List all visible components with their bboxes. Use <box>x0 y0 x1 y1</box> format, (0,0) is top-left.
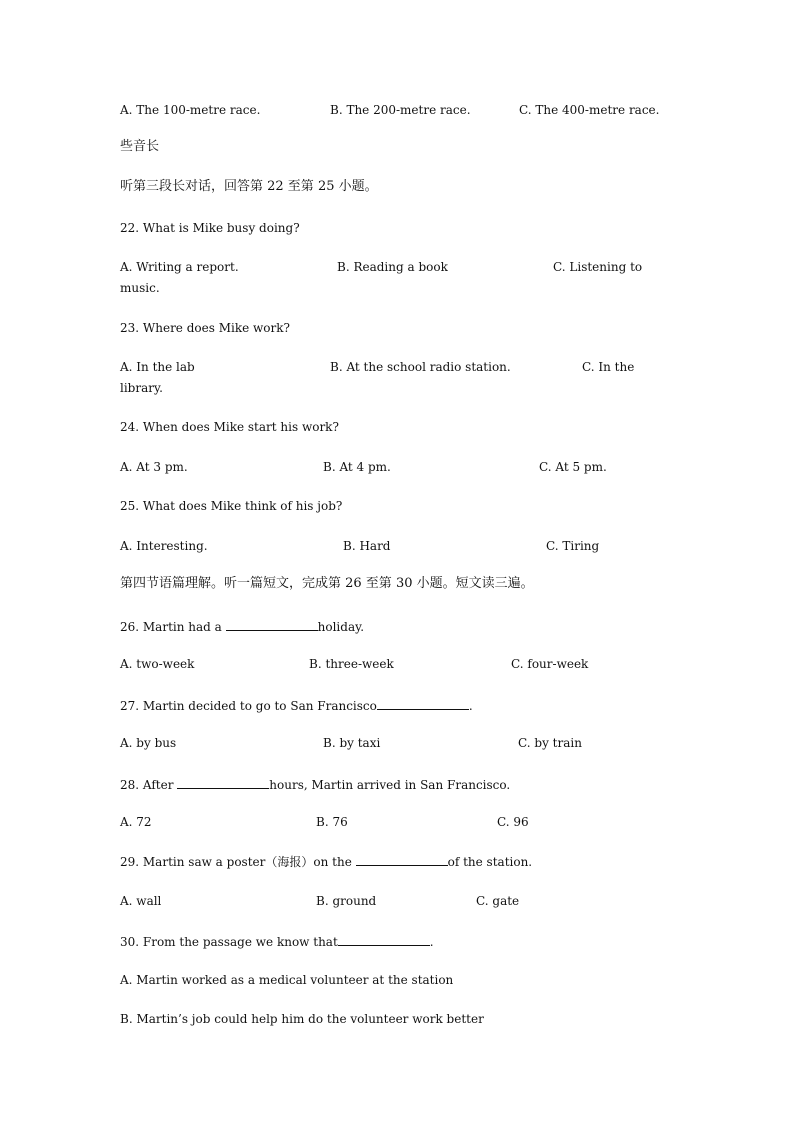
q23-stem: 23. Where does Mike work? <box>120 321 290 335</box>
section3-instruction: 听第三段长对话，回答第 22 至第 25 小题。 <box>120 179 378 194</box>
q26-stem-post: holiday. <box>317 620 365 634</box>
q26-stem-pre: 26. Martin had a <box>120 620 226 634</box>
q24-stem: 24. When does Mike start his work? <box>120 420 339 434</box>
q24-option-b: B. At 4 pm. <box>323 460 391 474</box>
q28-option-b: B. 76 <box>316 815 348 829</box>
answer-blank[interactable] <box>356 852 448 866</box>
q29-stem-post: of the station. <box>447 855 533 869</box>
q27-option-c: C. by train <box>518 736 582 750</box>
answer-blank[interactable] <box>377 696 469 710</box>
q22-option-a: A. Writing a report. <box>120 260 239 274</box>
q25-option-c: C. Tiring <box>546 539 600 553</box>
q28-option-c: C. 96 <box>497 815 529 829</box>
answer-blank[interactable] <box>338 932 430 946</box>
q28-option-a: A. 72 <box>120 815 152 829</box>
q22-option-b: B. Reading a book <box>337 260 448 274</box>
q20-option-c: C. The 400-metre race. <box>519 103 660 117</box>
q27-option-a: A. by bus <box>120 736 177 750</box>
q30-option-a: A. Martin worked as a medical volunteer at the station <box>120 973 454 987</box>
q20-option-b: B. The 200-metre race. <box>330 103 471 117</box>
q22-option-c: C. Listening to <box>553 260 643 274</box>
q29-option-a: A. wall <box>120 894 162 908</box>
q30-stem-post: . <box>429 935 434 949</box>
q22-stem: 22. What is Mike busy doing? <box>120 221 300 235</box>
q23-option-c: C. In the <box>582 360 635 374</box>
q24-option-c: C. At 5 pm. <box>539 460 607 474</box>
q26-option-a: A. two-week <box>120 657 195 671</box>
q30-stem-pre: 30. From the passage we know that <box>120 935 338 949</box>
q29-stem <box>120 852 532 870</box>
q22-option-c-continued: music. <box>120 281 160 295</box>
q23-option-b: B. At the school radio station. <box>330 360 511 374</box>
q29-option-c: C. gate <box>476 894 520 908</box>
q28-stem <box>120 775 510 793</box>
answer-blank[interactable] <box>177 775 269 789</box>
q25-stem: 25. What does Mike think of his job? <box>120 499 343 513</box>
q23-option-c-continued: library. <box>120 381 163 395</box>
q20-option-a: A. The 100-metre race. <box>120 103 261 117</box>
q27-stem <box>120 696 473 714</box>
q25-option-b: B. Hard <box>343 539 391 553</box>
text-fragment: 些音长 <box>120 139 160 154</box>
answer-blank[interactable] <box>226 617 318 631</box>
q26-option-c: C. four-week <box>511 657 589 671</box>
q25-option-a: A. Interesting. <box>120 539 208 553</box>
q23-option-a: A. In the lab <box>120 360 195 374</box>
q27-stem-pre: 27. Martin decided to go to San Francisco <box>120 699 377 713</box>
q27-stem-post: . <box>468 699 473 713</box>
section4-instruction: 第四节语篇理解。听一篇短文，完成第 26 至第 30 小题。短文读三遍。 <box>120 576 534 591</box>
q29-option-b: B. ground <box>316 894 377 908</box>
q26-option-b: B. three-week <box>309 657 394 671</box>
q27-option-b: B. by taxi <box>323 736 381 750</box>
q28-stem-post: hours, Martin arrived in San Francisco. <box>269 778 511 792</box>
q24-option-a: A. At 3 pm. <box>120 460 188 474</box>
q29-stem-pre: 29. Martin saw a poster（海报）on the <box>120 855 356 869</box>
q30-option-b: B. Martin’s job could help him do the volunteer work better <box>120 1012 484 1026</box>
q30-stem <box>120 932 434 950</box>
q28-stem-pre: 28. After <box>120 778 178 792</box>
q26-stem <box>120 617 364 635</box>
